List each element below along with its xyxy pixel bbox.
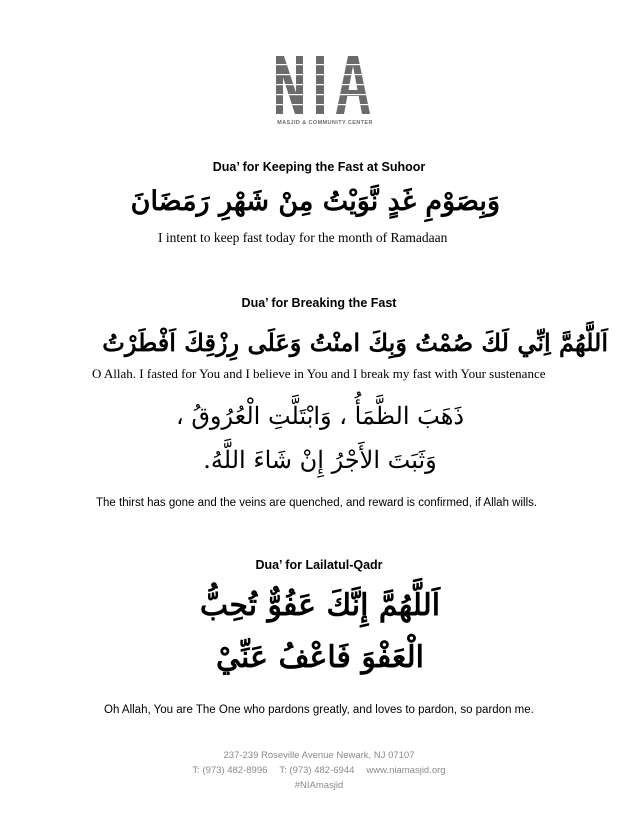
translation-breaking-2: The thirst has gone and the veins are quenched, and reward is confirmed, if Allah wills.: [96, 497, 538, 509]
arabic-breaking-2-line2: وَثَبَتَ الأَجْرُ إِنْ شَاءَ اللَّهُ.: [203, 446, 437, 474]
translation-breaking-1: O Allah. I fasted for You and I believe in You and I break my fast with Your sustenance: [92, 366, 546, 381]
arabic-qadr-line2: الْعَفْوَ فَاعْفُ عَنِّيْ: [216, 640, 424, 675]
footer-address: 237-239 Roseville Avenue Newark, NJ 07107: [223, 750, 415, 761]
heading-qadr: Dua’ for Lailatul-Qadr: [255, 558, 383, 572]
arabic-breaking-1: اَللَّهُمَّ اِنِّي لَكَ صُمْتُ وَبِكَ امنْتُ وَعَلَى رِزْقِكَ اَفْطَرْتُ: [102, 328, 608, 357]
logo-subtitle: MASJID & COMMUNITY CENTER: [277, 120, 373, 126]
heading-suhoor: Dua’ for Keeping the Fast at Suhoor: [212, 160, 426, 174]
translation-suhoor: I intent to keep fast today for the month of Ramadaan: [158, 230, 448, 245]
arabic-qadr-line1: اَللَّهُمَّ إِنَّكَ عَفُوٌّ تُحِبُّ: [199, 588, 441, 623]
footer-phone-1: T: (973) 482-8996: [192, 765, 268, 776]
translation-qadr: Oh Allah, You are The One who pardons greatly, and loves to pardon, so pardon me.: [104, 704, 534, 716]
footer-website-link[interactable]: www.niamasjid.org: [366, 765, 446, 776]
heading-breaking: Dua’ for Breaking the Fast: [241, 296, 397, 310]
footer-contact: [0, 765, 638, 776]
arabic-breaking-2-line1: ذَهَبَ الظَّمَأُ ، وَابْتَلَّتِ الْعُرُوقُ ،: [175, 402, 465, 430]
nia-logo-letters: [270, 50, 380, 120]
footer-hashtag: #NIAmasjid: [294, 780, 344, 791]
footer-phone-2: T: (973) 482-6944: [279, 765, 355, 776]
arabic-suhoor: وَبِصَوْمِ غَدٍ نَّوَيْتُ مِنْ شَهْرِ رَمَضَانَ: [130, 186, 500, 217]
nia-logo: [270, 50, 380, 136]
